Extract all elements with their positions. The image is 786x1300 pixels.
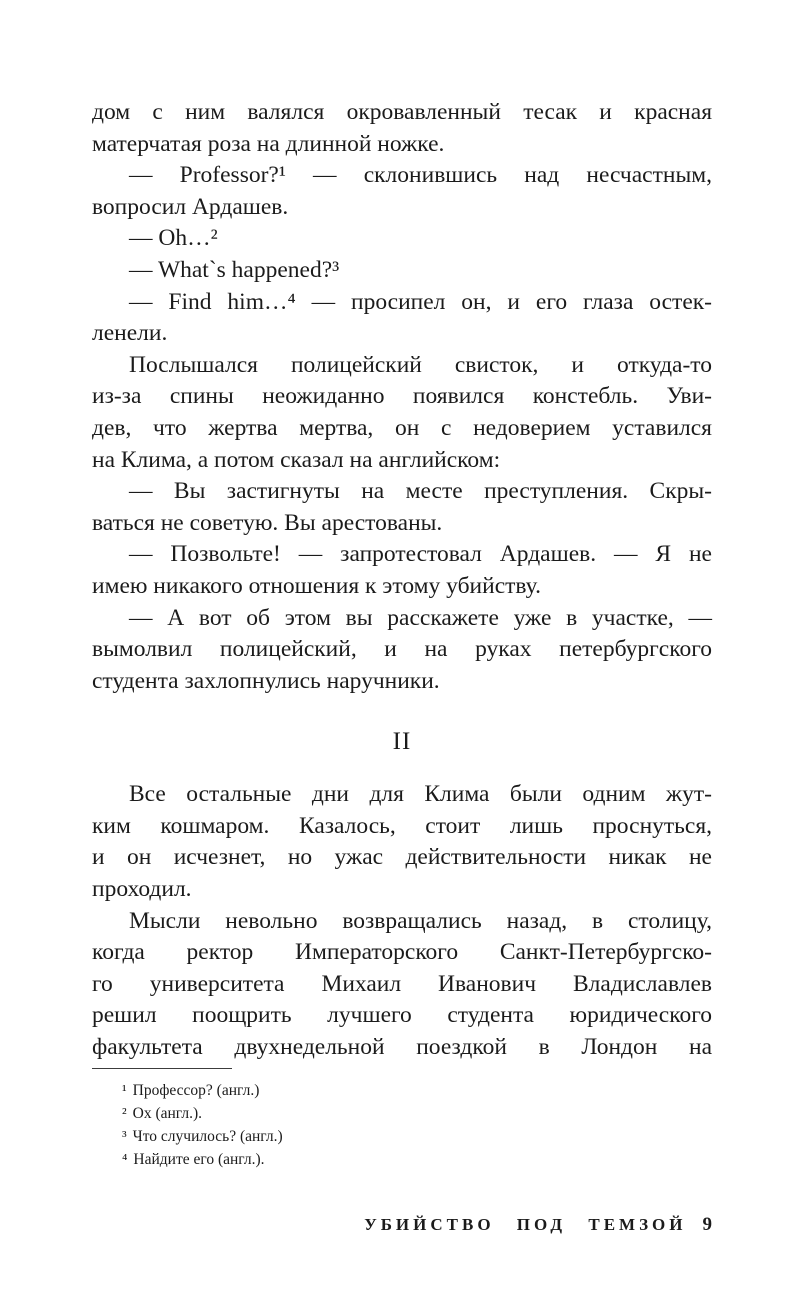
text-line: ваться не советую. Вы арестованы. (92, 509, 443, 536)
paragraph (92, 779, 712, 905)
paragraph (92, 906, 712, 1064)
text-line: Мысли невольно возвращались назад, в столицу, (129, 907, 712, 934)
paragraph (92, 287, 712, 350)
footnote-text: Что случилось? (англ.) (132, 1128, 283, 1145)
paragraph (92, 160, 712, 223)
text-line: вопросил Ардашев. (92, 193, 289, 220)
footnote-text: Профессор? (англ.) (132, 1082, 260, 1099)
running-title: УБИЙСТВО ПОД ТЕМЗОЙ (364, 1215, 687, 1234)
text-line: — Позвольте! — запротестовал Ардашев. — Я не (129, 541, 712, 568)
paragraph (92, 603, 712, 698)
text-line: матерчатая роза на длинной ножке. (92, 130, 445, 157)
page-number: 9 (702, 1214, 712, 1235)
footnote-marker: ¹ (122, 1082, 127, 1099)
footnote (92, 1102, 712, 1125)
text-line: го университета Михаил Иванович Владиславлев (92, 970, 712, 997)
paragraph (92, 255, 712, 287)
footnote-marker: ⁴ (122, 1151, 128, 1168)
footnote (92, 1079, 712, 1102)
text-line: Все остальные дни для Клима были одним жут- (129, 781, 712, 808)
text-line: проходил. (92, 876, 192, 903)
paragraph (92, 350, 712, 476)
text-line: факультета двухнедельной поездкой в Лондон на (92, 1034, 712, 1061)
paragraph (92, 223, 712, 255)
footnote-separator (92, 1068, 232, 1069)
footnotes-block (92, 1068, 712, 1171)
text-line: на Клима, а потом сказал на английском: (92, 446, 501, 473)
footnote (92, 1125, 712, 1148)
footnote-text: Найдите его (англ.). (133, 1151, 265, 1168)
text-line: решил поощрить лучшего студента юридического (92, 1002, 712, 1029)
footnote-list (92, 1079, 712, 1171)
text-line: дев, что жертва мертва, он с недоверием уставился (92, 414, 712, 441)
text-line: — Professor?¹ — склонившись над несчастным, (129, 162, 712, 189)
text-line: когда ректор Императорского Санкт-Петербургско- (92, 939, 712, 966)
section-heading: II (392, 728, 412, 756)
text-line: и он исчезнет, но ужас действительности никак не (92, 844, 712, 871)
text-line: — А вот об этом вы расскажете уже в участке, — (129, 604, 712, 631)
text-line: ленели. (92, 320, 168, 347)
footnote (92, 1148, 712, 1171)
text-line: — Oh…² (129, 225, 218, 252)
paragraph (92, 476, 712, 539)
text-line: из-за спины неожиданно появился констебль. Уви- (92, 383, 712, 410)
text-line: имею никакого отношения к этому убийству. (92, 572, 541, 599)
text-line: — Find him…⁴ — просипел он, и его глаза остек- (129, 288, 712, 315)
footnote-text: Ох (англ.). (132, 1105, 203, 1122)
text-line: — What`s happened?³ (129, 256, 340, 283)
text-line: дом с ним валялся окровавленный тесак и красная (92, 99, 712, 125)
text-line: ким кошмаром. Казалось, стоит лишь проснуться, (92, 812, 712, 839)
paragraph (92, 539, 712, 602)
text-line: Послышался полицейский свисток, и откуда-то (129, 351, 712, 378)
text-line: студента захлопнулись наручники. (92, 667, 440, 694)
footnote-marker: ³ (122, 1128, 127, 1145)
footnote-marker: ² (122, 1105, 127, 1122)
text-line: вымолвил полицейский, и на руках петербургского (92, 636, 712, 663)
paragraph (92, 97, 712, 160)
body-text (92, 97, 712, 1064)
page-footer (364, 1214, 712, 1236)
text-line: — Вы застигнуты на месте преступления. Скры- (129, 478, 712, 505)
